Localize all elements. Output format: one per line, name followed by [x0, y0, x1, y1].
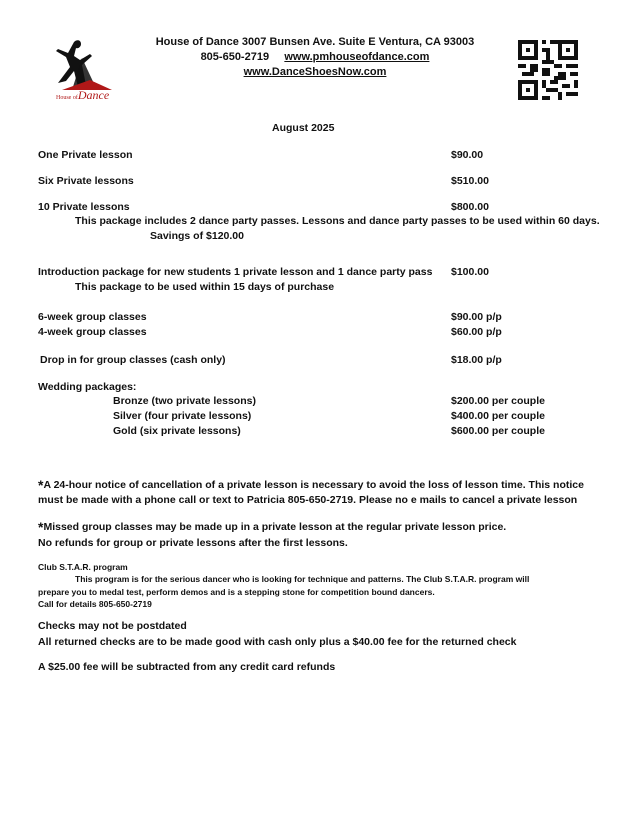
group-class-price: $90.00 p/p — [451, 311, 502, 323]
qr-code-icon — [518, 40, 578, 100]
package-note: This package includes 2 dance party passes. Lessons and dance party passes to be used within 60 days. — [75, 215, 600, 227]
wedding-package-price: $200.00 per couple — [451, 395, 545, 407]
logo-text: House ofDance — [56, 88, 110, 102]
wedding-heading: Wedding packages: — [38, 381, 137, 393]
checks-note: Checks may not be postdated — [38, 620, 187, 632]
wedding-package-label: Gold (six private lessons) — [113, 425, 241, 437]
price-row-label: One Private lesson — [38, 149, 133, 161]
asterisk: * — [38, 519, 44, 535]
intro-package-price: $100.00 — [451, 266, 489, 278]
returned-checks-note: All returned checks are to be made good with cash only plus a $40.00 fee for the returned check — [38, 636, 517, 648]
website-link-1[interactable]: www.pmhouseofdance.com — [284, 51, 430, 63]
price-value: $90.00 — [451, 149, 484, 161]
phone: 805-650-2719 — [200, 51, 270, 63]
month-heading: August 2025 — [272, 122, 335, 134]
cancellation-note-line: must be made with a phone call or text to Patricia 805-650-2719. Please no e mails to cancel a private lesson — [38, 494, 578, 506]
drop-in-price: $18.00 p/p — [451, 354, 502, 366]
wedding-package-price: $400.00 per couple — [451, 410, 545, 422]
savings-note: Savings of $120.00 — [150, 230, 244, 242]
asterisk: * — [38, 477, 44, 493]
dancers-silhouette-icon — [52, 36, 118, 92]
wedding-package-price: $600.00 per couple — [451, 425, 545, 437]
price-value: $510.00 — [451, 175, 489, 187]
club-star-description: This program is for the serious dancer who is looking for technique and patterns. The Club S.T.A.R. program will — [75, 574, 530, 584]
group-class-label: 6-week group classes — [38, 311, 147, 323]
website-link-2[interactable]: www.DanceShoesNow.com — [243, 66, 387, 78]
wedding-package-label: Bronze (two private lessons) — [113, 395, 256, 407]
cancellation-note-line: *A 24-hour notice of cancellation of a private lesson is necessary to avoid the loss of lesson time. This notice — [38, 477, 584, 493]
drop-in-label: Drop in for group classes (cash only) — [40, 354, 226, 366]
price-row-label: Six Private lessons — [38, 175, 134, 187]
credit-card-refund-note: A $25.00 fee will be subtracted from any credit card refunds — [38, 661, 336, 673]
wedding-package-label: Silver (four private lessons) — [113, 410, 252, 422]
address-line: House of Dance 3007 Bunsen Ave. Suite E Ventura, CA 93003 — [155, 36, 475, 48]
group-class-label: 4-week group classes — [38, 326, 147, 338]
club-star-contact: Call for details 805-650-2719 — [38, 599, 152, 609]
website-line — [150, 66, 480, 78]
intro-package-note: This package to be used within 15 days of purchase — [75, 281, 335, 293]
missed-class-note-line: *Missed group classes may be made up in a private lesson at the regular private lesson price. — [38, 519, 507, 535]
price-value: $800.00 — [451, 201, 489, 213]
contact-line — [150, 51, 480, 63]
price-row-label: 10 Private lessons — [38, 201, 130, 213]
intro-package-label: Introduction package for new students 1 private lesson and 1 dance party pass — [38, 266, 433, 278]
club-star-description: prepare you to medal test, perform demos and is a stepping stone for competition bound dancers. — [38, 587, 435, 597]
refund-note: No refunds for group or private lessons after the first lessons. — [38, 537, 348, 549]
club-star-title: Club S.T.A.R. program — [38, 562, 128, 572]
group-class-price: $60.00 p/p — [451, 326, 502, 338]
house-of-dance-logo — [52, 36, 118, 110]
